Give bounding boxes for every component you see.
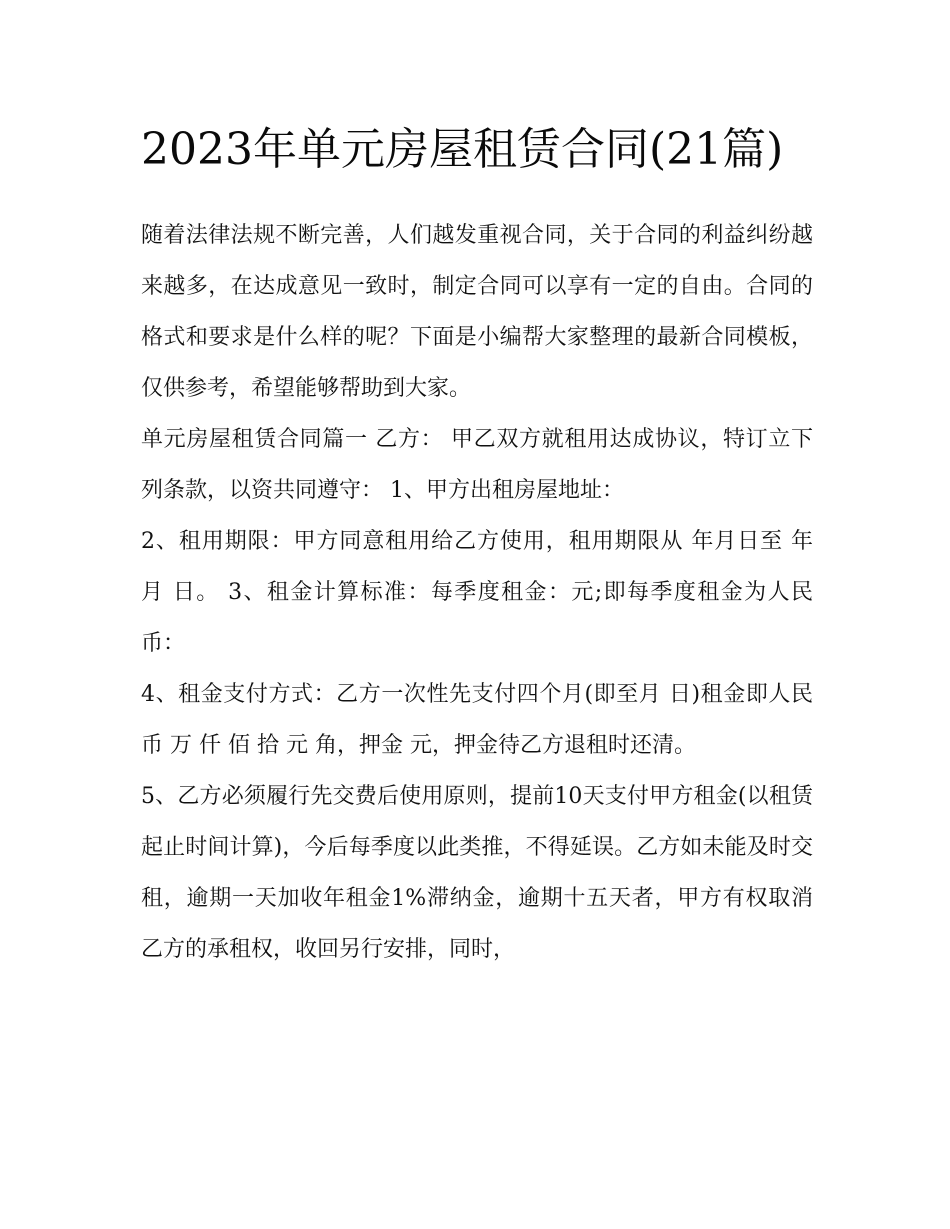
clause-4-paragraph: 4、租金支付方式：乙方一次性先支付四个月(即至月 日)租金即人民币 万 仟 佰 拾 元 角，押金 元，押金待乙方退租时还清。: [141, 682, 813, 758]
contract-heading-paragraph: 单元房屋租赁合同篇一 乙方： 甲乙双方就租用达成协议，特订立下列条款，以资共同遵守： 1、甲方出租房屋地址：: [141, 427, 813, 503]
clause-5-paragraph: 5、乙方必须履行先交费后使用原则，提前10天支付甲方租金(以租赁起止时间计算)，今后每季度以此类推，不得延误。乙方如未能及时交租，逾期一天加收年租金1%滞纳金，逾期十五天者，甲方有权取消乙方的承租权，收回另行安排，同时，: [141, 784, 813, 962]
intro-paragraph: 随着法律法规不断完善，人们越发重视合同，关于合同的利益纠纷越来越多，在达成意见一致时，制定合同可以享有一定的自由。合同的格式和要求是什么样的呢？下面是小编帮大家整理的最新合同模板，仅供参考，希望能够帮助到大家。: [141, 223, 813, 401]
document-content: [141, 118, 813, 975]
document-body: [141, 210, 813, 975]
clause-2-3-paragraph: 2、租用期限：甲方同意租用给乙方使用，租用期限从 年月日至 年 月 日。 3、租金计算标准：每季度租金：元;即每季度租金为人民币：: [141, 529, 813, 656]
document-title: 2023年单元房屋租赁合同(21篇): [141, 124, 784, 175]
